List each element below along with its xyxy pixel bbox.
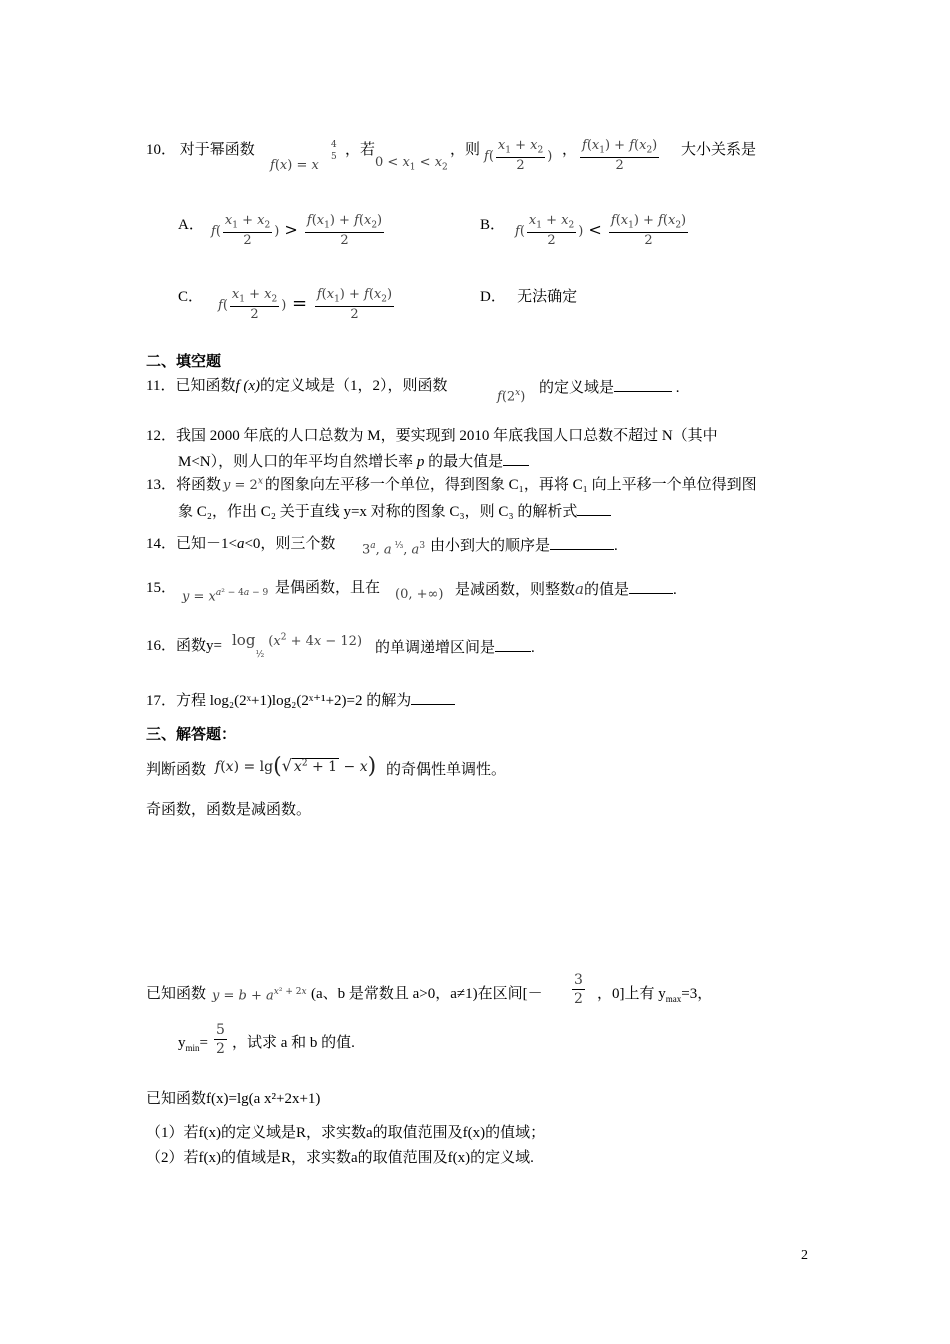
q10-sep: ， (562, 142, 578, 158)
q12-line2: M<N），则人口的年平均自然增长率 p 的最大值是 (178, 451, 529, 471)
p3-title: 已知函数f(x)=lg(a x²+2x+1) (146, 1091, 321, 1107)
q17-blank[interactable] (411, 690, 455, 705)
section-2-heading: 二、填空题 (146, 354, 222, 370)
q16-function: $\log_{\frac{1}{2}} (x^2 + 4x - 12)$ (232, 631, 363, 660)
q12-blank[interactable] (503, 451, 529, 466)
option-a-expression: f( $\frac{x_1 + x_2}{2}$ ) > $\frac{f(x_1) + f(x_2)}{2}$ (211, 213, 383, 248)
option-a-label: A． (178, 217, 204, 233)
q15-text1: 是偶函数，且在 (275, 580, 381, 596)
q10-condition: $0 < x_1 < x_2$ (375, 155, 448, 173)
p2-text3: ，0]上有 $y_{max}=3$， (597, 986, 713, 1004)
p1-answer: 奇函数，函数是减函数。 (146, 802, 312, 818)
p1-function: f(x) = lg(√ $x^2 + 1 - x$) (215, 754, 377, 779)
q13-line1: 13．将函数 $y = 2^x$ 的图象向左平移一个单位，得到图象 C₁，再将 C₁ 向上平移一个单位得到图 (146, 476, 757, 493)
q15-num: 15． (146, 580, 177, 596)
q10-text4: 大小关系是 (681, 142, 757, 158)
section-3-heading: 三、解答题： (146, 727, 237, 743)
p2-ymin: $y_{min}=$ (178, 1035, 208, 1053)
option-c-expression: f( $\frac{x_1 + x_2}{2}$ ) = $\frac{f(x_1) + f(x_2)}{2}$ (218, 287, 393, 322)
p2-text5: ，试求 a 和 b 的值. (232, 1035, 355, 1051)
option-b-label: B． (480, 217, 506, 233)
q10-stem: 10． 对于幂函数 (146, 142, 255, 158)
q13-blank[interactable] (577, 501, 611, 516)
q10-text3: ，则 (450, 142, 481, 158)
q10-power-function: f(x) = x (270, 158, 319, 173)
option-c-label: C． (178, 289, 204, 305)
q17: 17．方程 log₂(2ˣ+1)log₂(2ˣ⁺¹+2)=2 的解为 (146, 690, 455, 710)
q14: 14．已知－1<a<0，则三个数 (146, 536, 336, 552)
q12-line1: 12．我国 2000 年底的人口总数为 M，要实现到 2010 年底我国人口总数不超过 N（其中 (146, 428, 718, 444)
q10-mid-expression: f( $\frac{x_1 + x_2}{2}$ ) (484, 138, 553, 173)
q10-text: 对于幂函数 (179, 142, 255, 158)
p1-text1: 判断函数 (146, 762, 207, 778)
p1-text2: 的奇偶性单调性。 (386, 762, 507, 778)
p3-q2: （2）若f(x)的值域是R，求实数a的取值范围及f(x)的定义域. (146, 1150, 534, 1166)
q16-blank[interactable] (495, 637, 531, 652)
q14-tail: 由小到大的顺序是 . (430, 535, 618, 555)
option-d: D． 无法确定 (480, 289, 578, 305)
p2-text2: (a、b 是常数且 a>0，a≠1)在区间[－ (311, 986, 543, 1002)
p2-text1: 已知函数 (146, 986, 207, 1002)
q11: 11．已知函数f (x)的定义域是（1，2），则函数 (146, 378, 448, 394)
q14-numbers: 3$^a$, a $^{\frac{1}{3}}$, $a^3$ (362, 541, 426, 558)
q10-exponent: 4 5 (331, 140, 337, 162)
q15-interval: (0, +∞) (395, 587, 444, 602)
q15-blank[interactable] (629, 579, 673, 594)
page-number: 2 (801, 1248, 808, 1263)
q15-tail: 是减函数，则整数a的值是 . (455, 580, 677, 598)
q11-function: f(2$^x$) (497, 388, 526, 405)
p2-function: $y = b + a^{x^2 + 2x}$ (212, 987, 307, 1004)
p2-fraction2: $\frac{5}{2}$ (216, 1022, 225, 1058)
p2-fraction: $\frac{3}{2}$ (574, 972, 583, 1008)
q11-tail: 的定义域是 . (539, 377, 680, 397)
q10-avg-expression: $\frac{f(x_1) + f(x_2)}{2}$ (582, 138, 658, 173)
q16-tail: 的单调递增区间是 . (375, 637, 535, 657)
q14-blank[interactable] (550, 535, 614, 550)
q16-text1: 16．函数y= (146, 638, 222, 654)
option-b-expression: f( $\frac{x_1 + x_2}{2}$ ) < $\frac{f(x_1) + f(x_2)}{2}$ (515, 213, 687, 248)
q13-line2: 象 C₂，作出 C₂ 关于直线 y=x 对称的图象 C₃，则 C₃ 的解析式 (178, 501, 611, 521)
q11-blank[interactable] (614, 377, 672, 392)
q10-text2: ，若 (345, 142, 376, 158)
p3-q1: （1）若f(x)的定义域是R，求实数a的取值范围及f(x)的值域； (146, 1125, 546, 1141)
q15-function: $y = x^{a^2 - 4a - 9}$ (182, 588, 269, 605)
